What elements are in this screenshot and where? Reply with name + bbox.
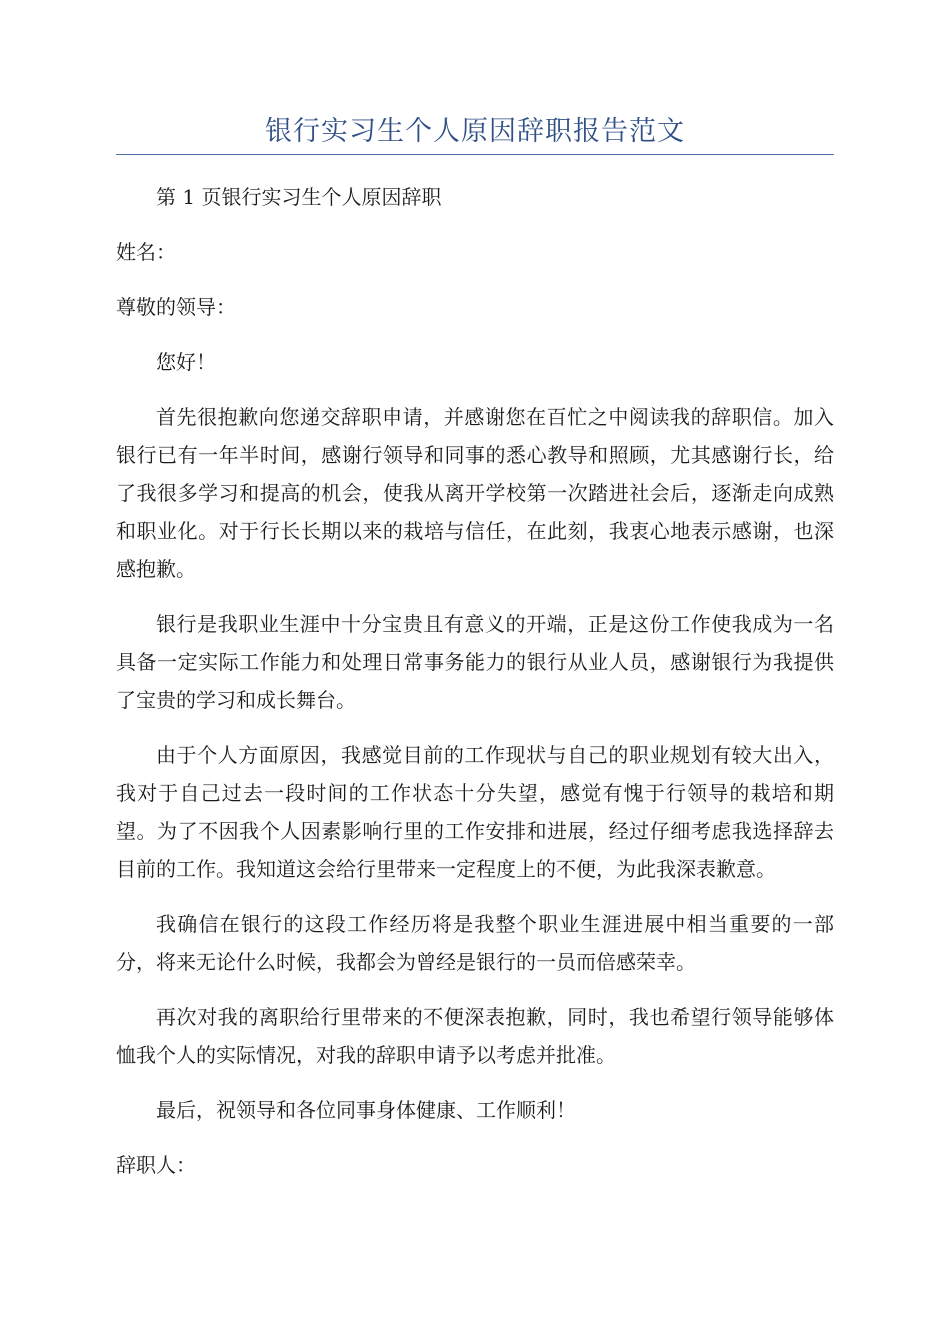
greeting: 您好！ <box>156 350 216 374</box>
document-title: 银行实习生个人原因辞职报告范文 <box>265 116 685 147</box>
title-underline <box>116 154 834 155</box>
closing-wish: 最后，祝领导和各位同事身体健康、工作顺利！ <box>156 1098 576 1122</box>
name-label: 姓名： <box>116 240 176 264</box>
page-subtitle-line: 第 1 页银行实习生个人原因辞职 <box>156 185 442 209</box>
paragraph: 再次对我的离职给行里带来的不便深表抱歉，同时，我也希望行领导能够体恤我个人的实际情况，对我的辞职申请予以考虑并批准。 <box>116 1005 834 1067</box>
salutation: 尊敬的领导： <box>116 295 236 319</box>
signature-label: 辞职人： <box>116 1153 196 1177</box>
paragraph: 我确信在银行的这段工作经历将是我整个职业生涯进展中相当重要的一部分，将来无论什么时候，我都会为曾经是银行的一员而倍感荣幸。 <box>116 912 834 974</box>
paragraph: 银行是我职业生涯中十分宝贵且有意义的开端，正是这份工作使我成为一名具备一定实际工作能力和处理日常事务能力的银行从业人员，感谢银行为我提供了宝贵的学习和成长舞台。 <box>116 612 834 712</box>
paragraph: 首先很抱歉向您递交辞职申请，并感谢您在百忙之中阅读我的辞职信。加入银行已有一年半时间，感谢行领导和同事的悉心教导和照顾，尤其感谢行长，给了我很多学习和提高的机会，使我从离开学校第一次踏进社会后，逐渐走向成熟和职业化。对于行长长期以来的栽培与信任，在此刻，我衷心地表示感谢，也深感抱歉。 <box>116 405 834 581</box>
document-body <box>116 178 834 1201</box>
paragraph: 由于个人方面原因，我感觉目前的工作现状与自己的职业规划有较大出入，我对于自己过去一段时间的工作状态十分失望，感觉有愧于行领导的栽培和期望。为了不因我个人因素影响行里的工作安排和进展，经过仔细考虑我选择辞去目前的工作。我知道这会给行里带来一定程度上的不便，为此我深表歉意。 <box>116 743 834 881</box>
